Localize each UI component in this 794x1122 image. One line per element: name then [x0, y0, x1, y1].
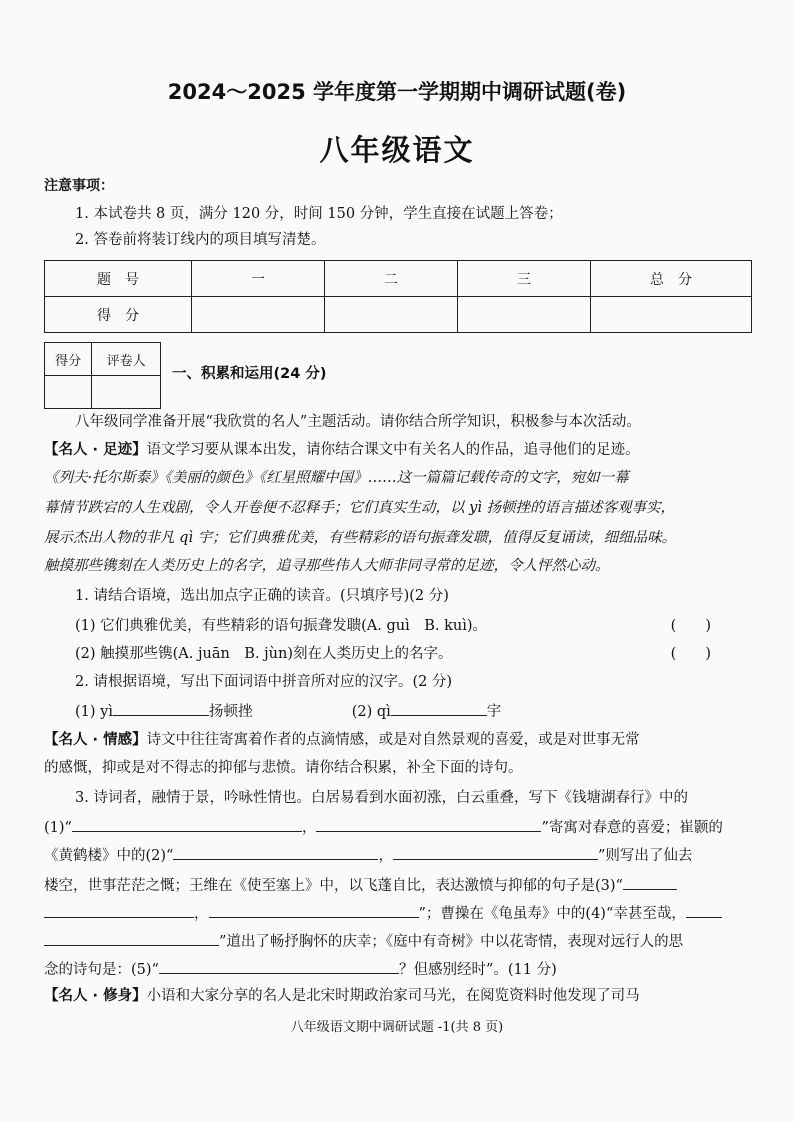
score-header-part1: 一 — [192, 261, 325, 297]
q3-comma: ， — [301, 820, 317, 836]
score-row-label: 得 分 — [45, 297, 192, 333]
page-footer: 八年级语文期中调研试题 -1(共 8 页) — [290, 1020, 504, 1035]
score-cell[interactable] — [458, 297, 591, 333]
part3-text: 小语和大家分享的名人是北宋时期政治家司马光，在阅览资料时他发现了司马 — [146, 988, 640, 1004]
q2-item2-text: 宇 — [486, 704, 502, 720]
q3-comma: ， — [194, 906, 209, 922]
answer-blank[interactable] — [44, 902, 194, 918]
answer-blank[interactable] — [316, 816, 541, 832]
answer-paren[interactable]: ( ) — [670, 646, 711, 662]
answer-paren[interactable]: ( ) — [670, 618, 711, 634]
q2-item2-pinyin: (2) qì — [351, 704, 391, 720]
score-header-part2: 二 — [325, 261, 458, 297]
question-1: 1. 请结合语境，选出加点字正确的读音。(只填序号)(2 分) — [75, 588, 449, 604]
part1-tag: 【名人 · 足迹】 — [44, 442, 147, 458]
answer-blank[interactable] — [686, 902, 722, 918]
question-1-item-1-text: (1) 它们典雅优美，有些精彩的语句振聋发聩(A. guì B. kuì)。 — [75, 618, 488, 634]
q3-text: ？但感别经时”。(11 分) — [398, 962, 557, 978]
answer-blank[interactable] — [72, 816, 302, 832]
q3-text: ”道出了畅抒胸怀的庆幸；《庭中有奇树》中以花寄情，表现对远行人的思 — [219, 934, 684, 950]
question-3-line — [44, 844, 750, 866]
grader-box — [44, 342, 161, 409]
q3-text: 楼空，世事茫茫之慨；王维在《使至塞上》中，以飞蓬自比，表达激愤与抑郁的句子是(3)“ — [44, 878, 623, 894]
exam-subject: 八年级语文 — [319, 133, 475, 167]
question-3: 3. 诗词者，融情于景，吟咏性情也。白居易看到水面初涨，白云重叠，写下《钱塘湖春行》中的 — [75, 790, 688, 806]
activity-intro: 八年级同学准备开展“我欣赏的名人”主题活动。请你结合所学知识，积极参与本次活动。 — [75, 414, 641, 430]
grader-name-cell[interactable] — [92, 376, 161, 409]
question-1-item-2-text: (2) 触摸那些镌(A. juān B. jùn)刻在人类历史上的名字。 — [75, 646, 453, 662]
part3-tag: 【名人 · 修身】 — [44, 988, 147, 1004]
answer-blank[interactable] — [159, 958, 399, 974]
question-1-item-1 — [75, 616, 781, 636]
answer-blank[interactable] — [623, 874, 677, 890]
score-header-part3: 三 — [458, 261, 591, 297]
score-header-total: 总 分 — [591, 261, 752, 297]
q3-label-2: 《黄鹤楼》中的(2)“ — [44, 848, 174, 864]
part1-text: 语文学习要从课本出发，请你结合课文中有关名人的作品，追寻他们的足迹。 — [146, 442, 640, 458]
q3-text: ”寄寓对春意的喜爱；崔颢的 — [541, 820, 723, 836]
q2-item1-text: 扬顿挫 — [208, 704, 253, 720]
q3-text: ”；曹操在《龟虽寿》中的(4)“幸甚至哉， — [418, 906, 686, 922]
answer-blank[interactable] — [209, 902, 419, 918]
answer-blank[interactable] — [393, 844, 598, 860]
part3-intro — [44, 986, 750, 1006]
grader-score-label: 得分 — [45, 343, 92, 376]
score-header-label: 题 号 — [45, 261, 192, 297]
question-2: 2. 请根据语境，写出下面词语中拼音所对应的汉字。(2 分) — [75, 674, 453, 690]
passage-line: 幕情节跌宕的人生戏剧，令人开卷便不忍释手；它们真实生动，以 yì 扬顿挫的语言描述客观事实， — [44, 500, 676, 516]
q3-text: ”则写出了仙去 — [597, 848, 693, 864]
notice-heading: 注意事项： — [44, 178, 114, 194]
question-3-line — [44, 874, 750, 896]
question-3-line — [44, 958, 750, 980]
exam-title: 2024～2025 学年度第一学期期中调研试题(卷) — [167, 80, 627, 104]
part2-tag: 【名人 · 情感】 — [44, 732, 147, 748]
q3-comma: ， — [378, 848, 393, 864]
q3-label-5: 念的诗句是：(5)“ — [44, 962, 159, 978]
q3-label-1: (1)“ — [44, 820, 72, 836]
q2-item1-pinyin: (1) yì — [75, 704, 113, 720]
question-3-line — [44, 816, 750, 838]
answer-blank[interactable] — [113, 700, 209, 716]
question-1-item-2 — [75, 644, 781, 664]
question-3-line — [44, 902, 750, 924]
part2-text: 诗文中往往寄寓着作者的点滴情感，或是对自然景观的喜爱，或是对世事无常 — [146, 732, 640, 748]
part2-text-2: 的感慨，抑或是对不得志的抑郁与悲愤。请你结合积累，补全下面的诗句。 — [44, 760, 523, 776]
question-3-line — [44, 930, 750, 952]
section-title: 一、积累和运用(24 分) — [172, 366, 327, 382]
part1-intro — [44, 440, 750, 460]
passage-line: 展示杰出人物的非凡 qì 宇；它们典雅优美，有些精彩的语句振聋发聩，值得反复诵读，细细品味。 — [44, 530, 677, 546]
passage-line: 《列夫·托尔斯泰》《美丽的颜色》《红星照耀中国》……这一篇篇记载传奇的文字，宛如一幕 — [44, 470, 629, 486]
part2-intro — [44, 730, 750, 750]
passage-line: 触摸那些镌刻在人类历史上的名字，追寻那些伟人大师非同寻常的足迹，令人怦然心动。 — [44, 558, 610, 574]
notice-item: 1. 本试卷共 8 页，满分 120 分，时间 150 分钟，学生直接在试题上答卷； — [75, 206, 563, 222]
score-cell[interactable] — [192, 297, 325, 333]
notice-item: 2. 答卷前将装订线内的项目填写清楚。 — [75, 232, 326, 248]
score-cell[interactable] — [325, 297, 458, 333]
question-2-items — [75, 700, 781, 722]
answer-blank[interactable] — [173, 844, 378, 860]
answer-blank[interactable] — [391, 700, 487, 716]
grader-score-cell[interactable] — [45, 376, 92, 409]
grader-name-label: 评卷人 — [92, 343, 161, 376]
answer-blank[interactable] — [44, 930, 219, 946]
score-cell[interactable] — [591, 297, 752, 333]
score-table — [44, 260, 752, 333]
